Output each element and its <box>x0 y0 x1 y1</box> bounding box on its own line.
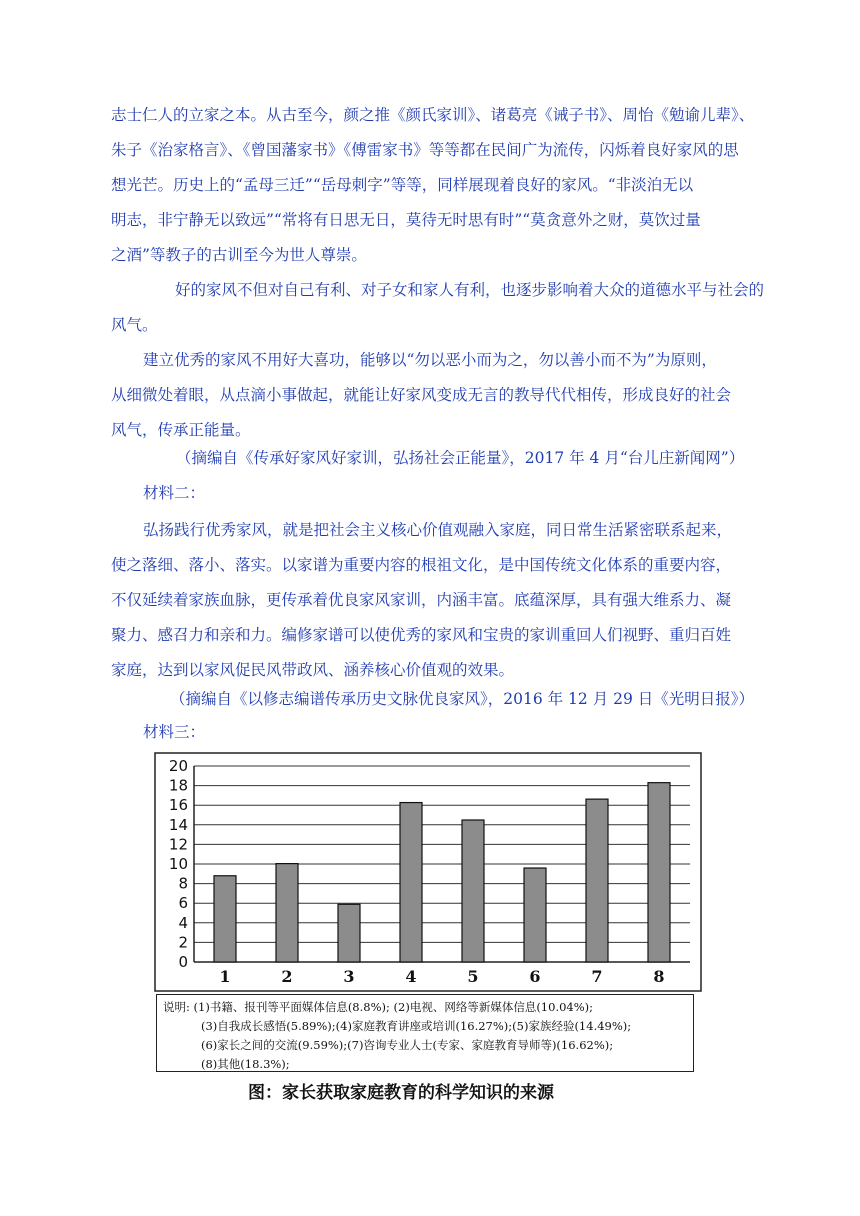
text-line: 好的家风不但对自己有利、对子女和家人有利，也逐步影响着大众的道德水平与社会的 <box>175 281 765 299</box>
source-citation-2: （摘编自《以修志编谱传承历史文脉优良家风》，2016 年 12 月 29 日《光明日报》） <box>170 690 755 708</box>
text-line: 不仅延续着家族血脉，更传承着优良家风家训，内涵丰富。底蕴深厚，具有强大维系力、凝 <box>111 591 732 609</box>
y-tick-label: 18 <box>168 776 188 795</box>
y-tick-label: 14 <box>168 815 188 834</box>
material-2-label: 材料二： <box>143 484 206 502</box>
legend-line: (3)自我成长感悟(5.89%);(4)家庭教育讲座或培训(16.27%);(5)家族经验(14.49%); <box>201 1019 632 1033</box>
material-3-label: 材料三： <box>143 723 206 741</box>
paragraph-material-2 <box>111 513 751 688</box>
y-tick-label: 10 <box>168 855 188 873</box>
legend-line: (8)其他(18.3%); <box>201 1057 290 1071</box>
text-line: 弘扬践行优秀家风，就是把社会主义核心价值观融入家庭，同日常生活紧密联系起来， <box>143 521 733 539</box>
paragraph-1 <box>111 98 755 273</box>
x-tick-label: 2 <box>281 967 293 986</box>
bar <box>462 820 484 962</box>
chart-legend-box <box>156 994 694 1072</box>
text-line: 风气，传承正能量。 <box>111 421 251 439</box>
x-tick-label: 6 <box>529 967 541 986</box>
paragraph-3 <box>111 343 751 448</box>
legend-line: 说明: (1)书籍、报刊等平面媒体信息(8.8%); (2)电视、网络等新媒体信息(10.04%); <box>163 1000 594 1014</box>
bar <box>524 868 546 962</box>
x-tick-label: 8 <box>653 967 665 986</box>
y-tick-label: 2 <box>178 933 188 952</box>
bar <box>276 864 298 962</box>
text-line: 朱子《治家格言》、《曾国藩家书》《傅雷家书》等等都在民间广为流传，闪烁着良好家风的思 <box>111 141 739 159</box>
y-tick-label: 0 <box>178 953 188 971</box>
x-tick-label: 1 <box>219 967 231 986</box>
y-tick-label: 8 <box>178 874 188 893</box>
x-tick-label: 3 <box>343 967 355 986</box>
text-line: 家庭，达到以家风促民风带政风、涵养核心价值观的效果。 <box>111 661 515 679</box>
y-tick-label: 4 <box>178 913 188 932</box>
text-line: 从细微处着眼，从点滴小事做起，就能让好家风变成无言的教导代代相传，形成良好的社会 <box>111 386 732 404</box>
text-line: 志士仁人的立家之本。从古至今，颜之推《颜氏家训》、诸葛亮《诫子书》、周怡《勉谕儿辈》、 <box>111 106 755 124</box>
bar-chart-svg <box>154 752 702 992</box>
y-tick-label: 6 <box>178 894 188 913</box>
legend-line: (6)家长之间的交流(9.59%);(7)咨询专业人士(专家、家庭教育导师等)(16.62%); <box>201 1038 614 1052</box>
x-tick-label: 4 <box>405 967 417 986</box>
bar <box>586 799 608 962</box>
bar <box>214 876 236 962</box>
chart-frame <box>155 753 701 991</box>
text-line: 建立优秀的家风不用好大喜功，能够以“勿以恶小而为之，勿以善小而不为”为原则， <box>143 351 717 369</box>
source-citation-1: （摘编自《传承好家风好家训，弘扬社会正能量》，2017 年 4 月“台儿庄新闻网”） <box>176 449 745 467</box>
chart-caption: 图：家长获取家庭教育的科学知识的来源 <box>248 1083 554 1103</box>
bar <box>400 803 422 962</box>
x-tick-label: 7 <box>591 967 603 986</box>
text-line: 之酒”等教子的古训至今为世人尊崇。 <box>111 246 367 264</box>
text-line: 风气。 <box>111 316 158 334</box>
text-line: 聚力、感召力和亲和力。编修家谱可以使优秀的家风和宝贵的家训重回人们视野、重归百姓 <box>111 626 732 644</box>
x-tick-label: 5 <box>467 967 479 986</box>
y-tick-label: 16 <box>168 796 188 815</box>
text-line: 想光芒。历史上的“孟母三迁”“岳母刺字”等等，同样展现着良好的家风。“非淡泊无以 <box>111 176 694 194</box>
text-line: 明志，非宁静无以致远”“常将有日思无日，莫待无时思有时”“莫贪意外之财，莫饮过量 <box>111 211 701 229</box>
y-tick-label: 20 <box>168 757 188 775</box>
y-tick-label: 12 <box>168 835 188 854</box>
text-line: 使之落细、落小、落实。以家谱为重要内容的根祖文化，是中国传统文化体系的重要内容， <box>111 556 732 574</box>
bar <box>648 783 670 962</box>
paragraph-2 <box>111 273 765 343</box>
bar <box>338 904 360 962</box>
